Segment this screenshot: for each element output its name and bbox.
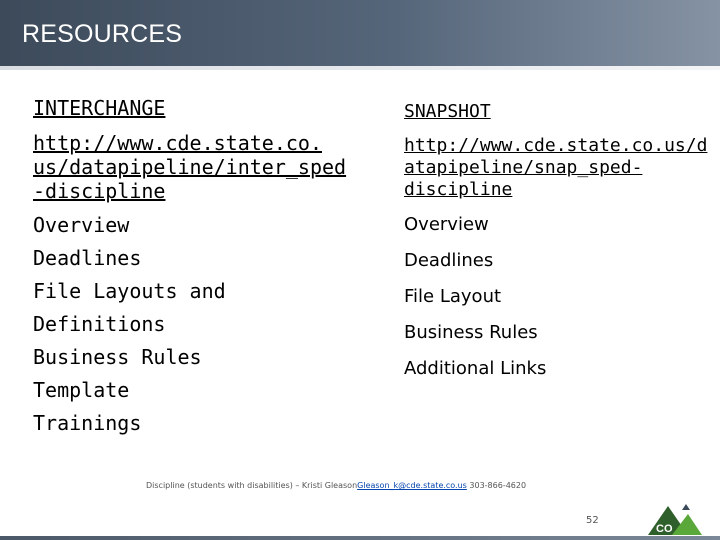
page-title: RESOURCES (22, 20, 183, 48)
snapshot-column (404, 97, 709, 387)
snapshot-url-line: discipline (404, 179, 513, 200)
snapshot-item-overview: Overview (404, 214, 489, 235)
title-bar (0, 0, 720, 66)
snapshot-item-business-rules: Business Rules (404, 322, 538, 343)
interchange-url-link[interactable] (33, 131, 353, 203)
interchange-item-business-rules: Business Rules (33, 345, 202, 369)
snapshot-heading-link[interactable]: SNAPSHOT (404, 101, 491, 122)
interchange-url-line: -discipline (33, 179, 166, 203)
interchange-item-deadlines: Deadlines (33, 246, 142, 270)
logo-text: CO (656, 523, 673, 535)
footer-text: Discipline (students with disabilities) – Kristi Gleason (146, 481, 358, 490)
interchange-url-line: http://www.cde.state.co. (33, 131, 322, 155)
footer (146, 481, 546, 490)
interchange-item-template: Template (33, 378, 130, 402)
snapshot-url-link[interactable] (404, 135, 709, 201)
title-underline (0, 66, 720, 70)
interchange-column (33, 92, 353, 440)
snapshot-item-deadlines: Deadlines (404, 250, 494, 271)
interchange-item-file-layouts: File Layouts and Definitions (33, 279, 226, 336)
footer-email-link[interactable]: Gleason_k@cde.state.co.us (357, 481, 467, 490)
footer-phone: 303-866-4620 (469, 481, 527, 490)
bottom-rule (0, 536, 720, 540)
interchange-item-overview: Overview (33, 213, 130, 237)
interchange-url-line: us/datapipeline/inter_sped (33, 155, 347, 179)
page-number: 52 (586, 515, 599, 526)
snapshot-item-file-layout: File Layout (404, 286, 502, 307)
interchange-heading-link[interactable]: INTERCHANGE (33, 96, 166, 120)
snapshot-url-line: http://www.cde.state.co.us/d (404, 135, 708, 156)
colorado-logo-icon (646, 500, 702, 536)
interchange-item-trainings: Trainings (33, 411, 142, 435)
snapshot-item-additional-links: Additional Links (404, 358, 547, 379)
snapshot-url-line: atapipeline/snap_sped- (404, 157, 643, 178)
